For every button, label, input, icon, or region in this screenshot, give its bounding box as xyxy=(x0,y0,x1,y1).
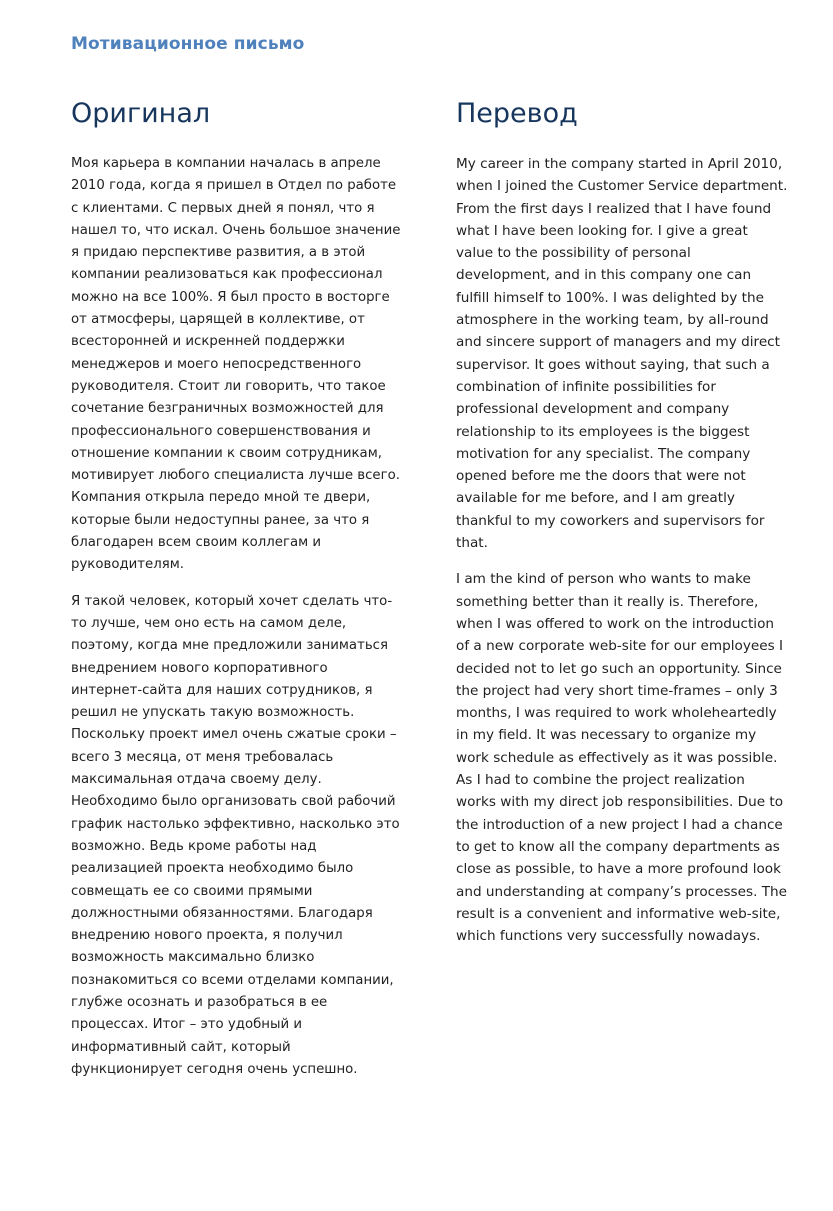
original-column xyxy=(71,96,401,1095)
translation-column xyxy=(456,96,788,961)
document-header: Мотивационное письмо xyxy=(71,34,305,54)
translation-title: Перевод xyxy=(456,98,578,129)
translation-paragraph-2: I am the kind of person who wants to make something better than it really is. Therefore, when I was offered to work on the introduction of a new corporate web-site for our employees I decided not to let go such an opportunity. Since the project had very short time-frames – only 3 months, I was required to work wholeheartedly in my field. It was necessary to organize my work schedule as effectively as it was possible. As I had to combine the project realization works with my direct job responsibilities. Due to the introduction of a new project I had a chance to get to know all the company departments as close as possible, to have a more profound look and understanding at company’s processes. The result is a convenient and informative web-site, which functions very successfully nowadays. xyxy=(456,571,788,945)
original-title: Оригинал xyxy=(71,98,211,129)
original-paragraph-1: Моя карьера в компании началась в апреле 2010 года, когда я пришел в Отдел по работе с клиентами. С первых дней я понял, что я нашел то, что искал. Очень большое значение я придаю перспективе развития, а в этой компании реализоваться как профессионал можно на все 100%. Я был просто в восторге от атмосферы, царящей в коллективе, от всесторонней и искренней поддержки менеджеров и моего непосредственного руководителя. Стоит ли говорить, что такое сочетание безграничных возможностей для профессионального совершенствования и отношение компании к своим сотрудникам, мотивирует любого специалиста лучше всего. Компания открыла передо мной те двери, которые были недоступны ранее, за что я благодарен всем своим коллегам и руководителям. xyxy=(71,156,401,573)
original-paragraph-2: Я такой человек, который хочет сделать что-то лучше, чем оно есть на самом деле, поэтому, когда мне предложили заниматься внедрением нового корпоративного интернет-сайта для наших сотрудников, я решил не упускать такую возможность. Поскольку проект имел очень сжатые сроки – всего 3 месяца, от меня требовалась максимальная отдача своему делу. Необходимо было организовать свой рабочий график настолько эффективно, насколько это возможно. Ведь кроме работы над реализацией проекта необходимо было совмещать ее со своими прямыми должностными обязанностями. Благодаря внедрению нового проекта, я получил возможность максимально близко познакомиться со всеми отделами компании, глубже осознать и разобраться в ее процессах. Итог – это удобный и информативный сайт, который функционирует сегодня очень успешно. xyxy=(71,593,400,1077)
translation-paragraph-1: My career in the company started in April 2010, when I joined the Customer Service department. From the first days I realized that I have found what I have been looking for. I give a great value to the possibility of personal development, and in this company one can fulfill himself to 100%. I was delighted by the atmosphere in the working team, by all-round and sincere support of managers and my direct supervisor. It goes without saying, that such a combination of infinite possibilities for professional development and company relationship to its employees is the biggest motivation for any specialist. The company opened before me the doors that were not available for me before, and I am greatly thankful to my coworkers and supervisors for that. xyxy=(456,156,788,552)
